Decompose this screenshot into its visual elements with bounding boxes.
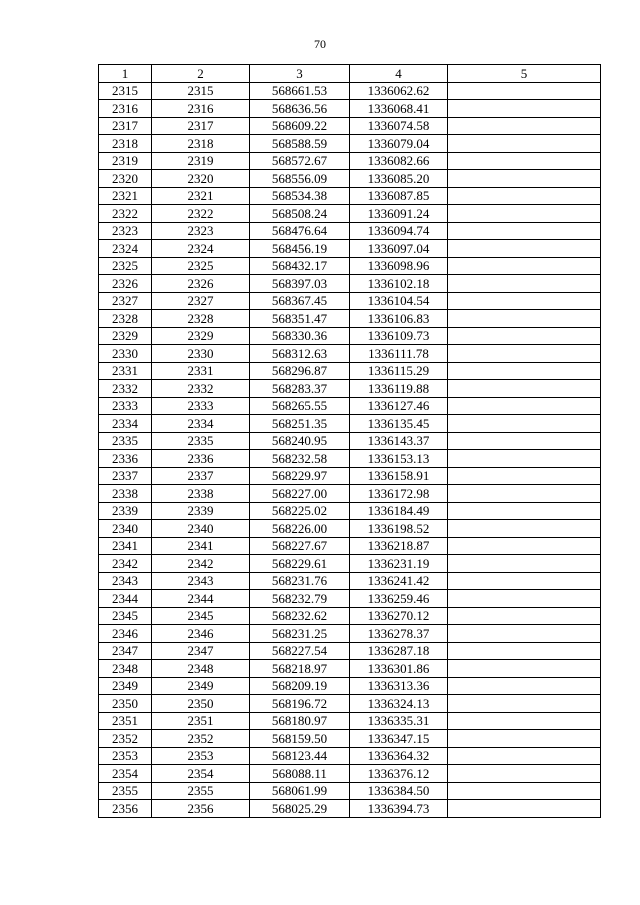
cell-coord-y: 1336106.83 [350, 310, 448, 328]
cell-point-number: 2331 [99, 362, 152, 380]
table-row [99, 712, 601, 730]
table-row [99, 747, 601, 765]
cell-coord-y: 1336218.87 [350, 537, 448, 555]
cell-point-id: 2347 [152, 642, 250, 660]
table-row [99, 730, 601, 748]
cell-point-number: 2335 [99, 432, 152, 450]
cell-point-number: 2340 [99, 520, 152, 538]
cell-point-number: 2326 [99, 275, 152, 293]
cell-coord-y: 1336231.19 [350, 555, 448, 573]
table-row [99, 607, 601, 625]
table-row [99, 800, 601, 818]
cell-coord-x: 568556.09 [250, 170, 350, 188]
cell-point-id: 2319 [152, 152, 250, 170]
cell-coord-x: 568025.29 [250, 800, 350, 818]
cell-point-id: 2343 [152, 572, 250, 590]
table-row [99, 537, 601, 555]
header-row [99, 65, 601, 83]
cell-coord-x: 568196.72 [250, 695, 350, 713]
table-row [99, 100, 601, 118]
cell-coord-x: 568231.76 [250, 572, 350, 590]
cell-point-number: 2351 [99, 712, 152, 730]
cell-coord-x: 568661.53 [250, 82, 350, 100]
cell-coord-y: 1336278.37 [350, 625, 448, 643]
cell-point-id: 2325 [152, 257, 250, 275]
table-row [99, 625, 601, 643]
cell-coord-y: 1336270.12 [350, 607, 448, 625]
cell-point-number: 2346 [99, 625, 152, 643]
cell-note [448, 380, 601, 398]
cell-note [448, 257, 601, 275]
cell-point-number: 2352 [99, 730, 152, 748]
cell-point-number: 2325 [99, 257, 152, 275]
cell-note [448, 415, 601, 433]
cell-coord-y: 1336127.46 [350, 397, 448, 415]
cell-coord-x: 568229.61 [250, 555, 350, 573]
cell-point-id: 2356 [152, 800, 250, 818]
cell-note [448, 170, 601, 188]
table-row [99, 415, 601, 433]
cell-point-id: 2320 [152, 170, 250, 188]
cell-coord-x: 568229.97 [250, 467, 350, 485]
table-row [99, 135, 601, 153]
cell-point-number: 2345 [99, 607, 152, 625]
cell-coord-x: 568508.24 [250, 205, 350, 223]
table-row [99, 782, 601, 800]
table-row [99, 485, 601, 503]
cell-note [448, 100, 601, 118]
cell-point-id: 2333 [152, 397, 250, 415]
cell-point-number: 2328 [99, 310, 152, 328]
cell-coord-y: 1336153.13 [350, 450, 448, 468]
cell-point-id: 2323 [152, 222, 250, 240]
cell-point-number: 2316 [99, 100, 152, 118]
table-row [99, 380, 601, 398]
cell-point-id: 2355 [152, 782, 250, 800]
table-row [99, 520, 601, 538]
cell-note [448, 572, 601, 590]
table-body [99, 82, 601, 817]
header-col-1: 1 [99, 65, 152, 83]
cell-coord-y: 1336172.98 [350, 485, 448, 503]
cell-coord-x: 568226.00 [250, 520, 350, 538]
table-row [99, 257, 601, 275]
cell-coord-x: 568432.17 [250, 257, 350, 275]
cell-point-id: 2326 [152, 275, 250, 293]
cell-note [448, 625, 601, 643]
cell-coord-y: 1336324.13 [350, 695, 448, 713]
cell-coord-y: 1336119.88 [350, 380, 448, 398]
table-row [99, 572, 601, 590]
cell-point-id: 2336 [152, 450, 250, 468]
cell-coord-x: 568232.58 [250, 450, 350, 468]
table-row [99, 642, 601, 660]
cell-note [448, 397, 601, 415]
cell-coord-x: 568209.19 [250, 677, 350, 695]
cell-coord-x: 568251.35 [250, 415, 350, 433]
cell-point-number: 2317 [99, 117, 152, 135]
cell-point-number: 2339 [99, 502, 152, 520]
cell-coord-x: 568227.67 [250, 537, 350, 555]
cell-coord-x: 568312.63 [250, 345, 350, 363]
cell-point-number: 2349 [99, 677, 152, 695]
table-row [99, 187, 601, 205]
cell-point-id: 2354 [152, 765, 250, 783]
cell-point-number: 2333 [99, 397, 152, 415]
cell-point-number: 2336 [99, 450, 152, 468]
cell-note [448, 502, 601, 520]
table-row [99, 152, 601, 170]
cell-coord-y: 1336313.36 [350, 677, 448, 695]
table-row [99, 555, 601, 573]
cell-coord-y: 1336085.20 [350, 170, 448, 188]
cell-coord-y: 1336104.54 [350, 292, 448, 310]
table-row [99, 240, 601, 258]
cell-coord-y: 1336287.18 [350, 642, 448, 660]
cell-coord-x: 568534.38 [250, 187, 350, 205]
cell-note [448, 730, 601, 748]
cell-note [448, 467, 601, 485]
cell-note [448, 362, 601, 380]
cell-coord-y: 1336394.73 [350, 800, 448, 818]
cell-point-number: 2348 [99, 660, 152, 678]
cell-note [448, 292, 601, 310]
cell-point-number: 2355 [99, 782, 152, 800]
cell-point-number: 2322 [99, 205, 152, 223]
cell-note [448, 537, 601, 555]
cell-note [448, 747, 601, 765]
cell-coord-x: 568636.56 [250, 100, 350, 118]
cell-note [448, 555, 601, 573]
cell-point-id: 2337 [152, 467, 250, 485]
cell-point-number: 2320 [99, 170, 152, 188]
coordinates-table [98, 64, 601, 818]
header-col-2: 2 [152, 65, 250, 83]
cell-coord-x: 568476.64 [250, 222, 350, 240]
cell-point-id: 2322 [152, 205, 250, 223]
cell-coord-y: 1336082.66 [350, 152, 448, 170]
cell-point-id: 2339 [152, 502, 250, 520]
cell-coord-y: 1336111.78 [350, 345, 448, 363]
cell-coord-y: 1336335.31 [350, 712, 448, 730]
cell-coord-x: 568296.87 [250, 362, 350, 380]
cell-note [448, 450, 601, 468]
cell-point-id: 2344 [152, 590, 250, 608]
cell-coord-y: 1336198.52 [350, 520, 448, 538]
table-row [99, 467, 601, 485]
cell-point-id: 2350 [152, 695, 250, 713]
cell-note [448, 82, 601, 100]
cell-coord-y: 1336158.91 [350, 467, 448, 485]
table-row [99, 432, 601, 450]
cell-point-id: 2329 [152, 327, 250, 345]
table-row [99, 82, 601, 100]
table-row [99, 275, 601, 293]
cell-point-number: 2337 [99, 467, 152, 485]
cell-note [448, 152, 601, 170]
cell-point-number: 2338 [99, 485, 152, 503]
cell-coord-x: 568180.97 [250, 712, 350, 730]
cell-coord-x: 568227.54 [250, 642, 350, 660]
table-row [99, 327, 601, 345]
cell-point-number: 2354 [99, 765, 152, 783]
cell-coord-y: 1336301.86 [350, 660, 448, 678]
cell-point-id: 2327 [152, 292, 250, 310]
cell-point-number: 2332 [99, 380, 152, 398]
cell-point-id: 2340 [152, 520, 250, 538]
cell-note [448, 660, 601, 678]
cell-coord-y: 1336143.37 [350, 432, 448, 450]
cell-note [448, 765, 601, 783]
cell-coord-x: 568061.99 [250, 782, 350, 800]
table-row [99, 292, 601, 310]
cell-note [448, 712, 601, 730]
header-col-3: 3 [250, 65, 350, 83]
table-row [99, 345, 601, 363]
table-row [99, 362, 601, 380]
cell-coord-x: 568218.97 [250, 660, 350, 678]
cell-point-number: 2334 [99, 415, 152, 433]
cell-coord-y: 1336135.45 [350, 415, 448, 433]
cell-note [448, 800, 601, 818]
cell-coord-y: 1336087.85 [350, 187, 448, 205]
table-header [99, 65, 601, 83]
cell-coord-y: 1336376.12 [350, 765, 448, 783]
table-row [99, 205, 601, 223]
cell-point-id: 2330 [152, 345, 250, 363]
cell-coord-x: 568283.37 [250, 380, 350, 398]
cell-coord-y: 1336094.74 [350, 222, 448, 240]
cell-point-id: 2345 [152, 607, 250, 625]
cell-point-number: 2323 [99, 222, 152, 240]
table-row [99, 502, 601, 520]
cell-point-number: 2330 [99, 345, 152, 363]
cell-point-id: 2342 [152, 555, 250, 573]
cell-note [448, 677, 601, 695]
cell-point-id: 2324 [152, 240, 250, 258]
cell-coord-x: 568330.36 [250, 327, 350, 345]
table-row [99, 660, 601, 678]
cell-note [448, 222, 601, 240]
cell-note [448, 695, 601, 713]
cell-point-id: 2332 [152, 380, 250, 398]
cell-coord-x: 568159.50 [250, 730, 350, 748]
table-row [99, 222, 601, 240]
cell-coord-x: 568227.00 [250, 485, 350, 503]
cell-coord-y: 1336068.41 [350, 100, 448, 118]
table-row [99, 677, 601, 695]
cell-note [448, 135, 601, 153]
header-col-5: 5 [448, 65, 601, 83]
table-row [99, 695, 601, 713]
cell-note [448, 117, 601, 135]
cell-coord-x: 568225.02 [250, 502, 350, 520]
cell-coord-y: 1336364.32 [350, 747, 448, 765]
cell-point-id: 2334 [152, 415, 250, 433]
cell-point-number: 2327 [99, 292, 152, 310]
table-row [99, 765, 601, 783]
cell-point-id: 2331 [152, 362, 250, 380]
table-row [99, 397, 601, 415]
cell-coord-x: 568588.59 [250, 135, 350, 153]
cell-point-number: 2318 [99, 135, 152, 153]
cell-coord-y: 1336079.04 [350, 135, 448, 153]
cell-point-id: 2318 [152, 135, 250, 153]
cell-coord-y: 1336109.73 [350, 327, 448, 345]
cell-coord-y: 1336241.42 [350, 572, 448, 590]
table-row [99, 117, 601, 135]
cell-point-id: 2315 [152, 82, 250, 100]
cell-point-number: 2342 [99, 555, 152, 573]
cell-note [448, 187, 601, 205]
cell-point-id: 2353 [152, 747, 250, 765]
cell-coord-x: 568609.22 [250, 117, 350, 135]
cell-point-id: 2348 [152, 660, 250, 678]
cell-coord-x: 568232.79 [250, 590, 350, 608]
cell-coord-y: 1336347.15 [350, 730, 448, 748]
cell-note [448, 782, 601, 800]
cell-coord-y: 1336074.58 [350, 117, 448, 135]
cell-note [448, 310, 601, 328]
table-row [99, 450, 601, 468]
cell-point-id: 2316 [152, 100, 250, 118]
cell-note [448, 607, 601, 625]
cell-coord-x: 568088.11 [250, 765, 350, 783]
cell-point-id: 2338 [152, 485, 250, 503]
table-row [99, 590, 601, 608]
cell-note [448, 432, 601, 450]
cell-point-number: 2350 [99, 695, 152, 713]
page-number: 70 [314, 37, 326, 51]
cell-point-number: 2315 [99, 82, 152, 100]
cell-coord-x: 568123.44 [250, 747, 350, 765]
cell-coord-x: 568572.67 [250, 152, 350, 170]
cell-coord-y: 1336184.49 [350, 502, 448, 520]
cell-point-number: 2343 [99, 572, 152, 590]
cell-note [448, 275, 601, 293]
cell-coord-x: 568240.95 [250, 432, 350, 450]
cell-coord-y: 1336098.96 [350, 257, 448, 275]
cell-point-id: 2328 [152, 310, 250, 328]
cell-coord-y: 1336062.62 [350, 82, 448, 100]
cell-coord-y: 1336102.18 [350, 275, 448, 293]
cell-point-id: 2335 [152, 432, 250, 450]
cell-point-id: 2321 [152, 187, 250, 205]
cell-coord-x: 568265.55 [250, 397, 350, 415]
cell-point-number: 2344 [99, 590, 152, 608]
cell-note [448, 485, 601, 503]
cell-point-id: 2317 [152, 117, 250, 135]
cell-coord-y: 1336097.04 [350, 240, 448, 258]
cell-point-id: 2349 [152, 677, 250, 695]
cell-note [448, 642, 601, 660]
cell-point-number: 2319 [99, 152, 152, 170]
cell-coord-y: 1336091.24 [350, 205, 448, 223]
cell-note [448, 590, 601, 608]
cell-coord-y: 1336115.29 [350, 362, 448, 380]
cell-note [448, 240, 601, 258]
header-col-4: 4 [350, 65, 448, 83]
cell-note [448, 520, 601, 538]
cell-coord-x: 568456.19 [250, 240, 350, 258]
cell-coord-x: 568351.47 [250, 310, 350, 328]
cell-coord-x: 568232.62 [250, 607, 350, 625]
cell-point-number: 2341 [99, 537, 152, 555]
cell-point-id: 2352 [152, 730, 250, 748]
cell-note [448, 205, 601, 223]
cell-point-number: 2356 [99, 800, 152, 818]
cell-coord-x: 568231.25 [250, 625, 350, 643]
cell-point-id: 2341 [152, 537, 250, 555]
cell-point-number: 2329 [99, 327, 152, 345]
table-row [99, 310, 601, 328]
cell-coord-x: 568367.45 [250, 292, 350, 310]
cell-point-number: 2353 [99, 747, 152, 765]
cell-coord-y: 1336259.46 [350, 590, 448, 608]
cell-note [448, 327, 601, 345]
cell-point-number: 2324 [99, 240, 152, 258]
cell-coord-y: 1336384.50 [350, 782, 448, 800]
cell-point-number: 2321 [99, 187, 152, 205]
cell-point-id: 2351 [152, 712, 250, 730]
cell-note [448, 345, 601, 363]
cell-point-number: 2347 [99, 642, 152, 660]
cell-point-id: 2346 [152, 625, 250, 643]
cell-coord-x: 568397.03 [250, 275, 350, 293]
table-row [99, 170, 601, 188]
